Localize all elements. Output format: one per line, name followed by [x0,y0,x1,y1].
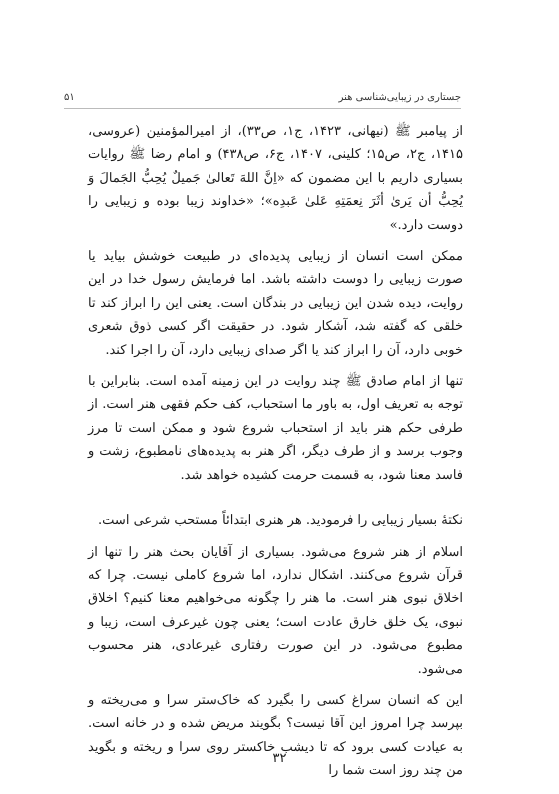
paragraph: اسلام از هنر شروع می‌شود. بسیاری از آقایان بحث هنر را تنها از قرآن شروع می‌کنند. اشکال ندارد، اما شروع کاملی نیست. چرا که اخلاق نبوی هنر است. ما هنر را چگونه می‌خواهیم معنا کنیم؟ اخلاق نبوی، یک خلق خارق عادت است؛ یعنی چون غیرعرف است، زیبا و مطبوع می‌شود. در این صورت رفتاری غیرعادی، هنر محسوب می‌شود. [88,544,463,677]
header-title: جستاری در زیبایی‌شناسی هنر [338,92,461,103]
paragraph: این که انسان سراغ کسی را بگیرد که خاک‌ستر سرا و می‌ریخته و بپرسد چرا امروز این آقا نیست؟ بگویند مریض شده و در خانه است. به عیادت کسی برود که تا دیشب خاکستر روی سرا و ریخته و بگوید من چند روز است شما را [88,692,463,779]
paragraph: از پیامبر ﷺ (نیهانی، ۱۴۲۳، ج۱، ص۳۳)، از امیرالمؤمنین (عروسی، ۱۴۱۵، ج۲، ص۱۵؛ کلینی، ۱۴۰۷، ج۶، ص۴۳۸) و امام رضا ﷺ روایات بسیاری داریم با این مضمون که «اِنَّ اللهَ تَعالیٰ جَمیلٌ یُحِبُّ الجَمالَ وَ یُحِبُّ أن یَریٰ أثَرَ نِعمَتِهِ عَلیٰ عَبدِه»؛ «خداوند زیبا بوده و زیبایی را دوست دارد.» [88,124,464,233]
paragraph: ممکن است انسان از زیبایی پدیده‌ای در طبیعت خوشش بیاید یا صورت زیبایی را دوست داشته باشد. اما فرمایش رسول خدا در این روایت، دیده شدن این زیبایی در بندگان است. یعنی این را ابراز کند تا خلقی که گفته شد، آشکار شود. در حقیقت اگر کسی ذوق شعری خوبی دارد، آن را ابراز کند یا اگر صدای زیبایی دارد، آن را اجرا کند. [88,249,463,358]
section-gap [88,495,463,509]
paragraph: نکتهٔ بسیار زیبایی را فرمودید. هر هنری ابتدائاً مستحب شرعی است. [98,513,463,529]
page-number: ۳۲ [272,751,287,766]
running-header [64,92,461,103]
body-text [88,120,463,791]
header-page-number: ۵۱ [64,92,75,103]
header-divider [64,108,461,109]
paragraph: تنها از امام صادق ﷺ چند روایت در این زمینه آمده است. بنابراین با توجه به تعریف اول، به باور ما استحباب، کف حکم فقهی هنر است. از طرفی حکم هنر باید از استحباب شروع شود و ممکن است تا مرز وجوب برسد و از طرف دیگر، اگر هنر به پدیده‌های نامطبوع، زشت و فاسد معنا شود، به قسمت حرمت کشیده خواهد شد. [88,374,463,483]
